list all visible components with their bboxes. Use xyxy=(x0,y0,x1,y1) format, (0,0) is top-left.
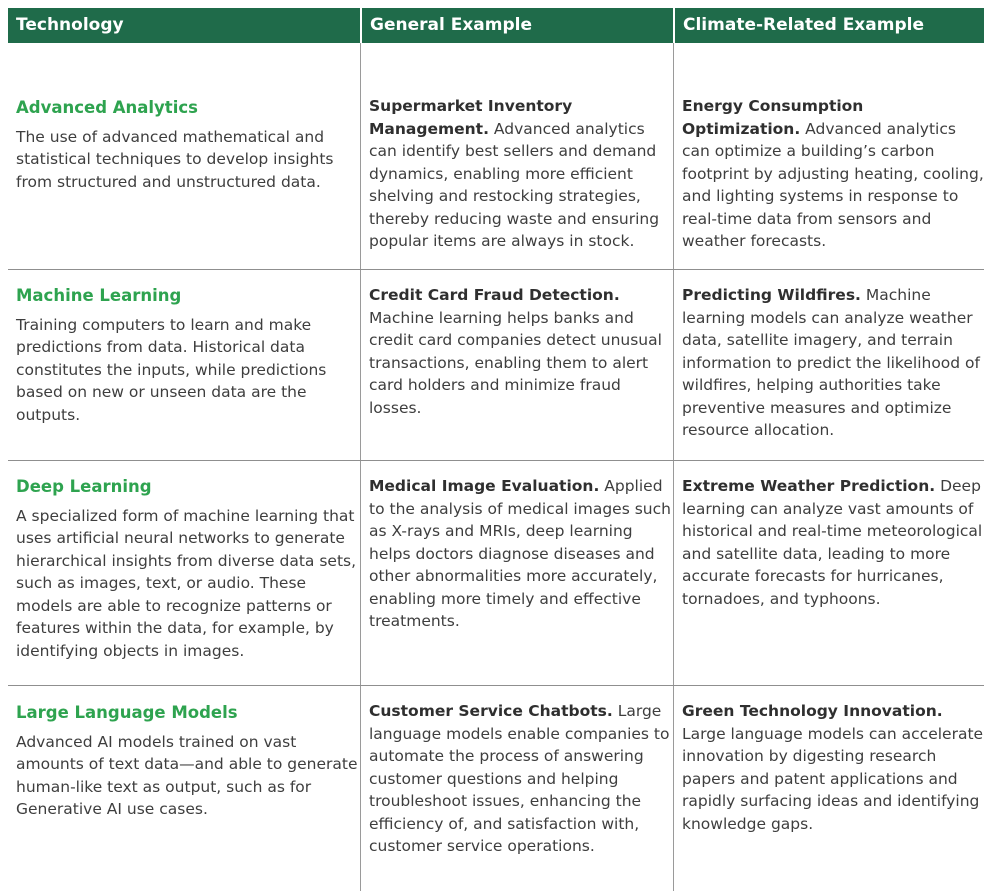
table-row xyxy=(8,43,984,269)
technology-name: Advanced Analytics xyxy=(16,98,198,117)
example-title: Medical Image Evaluation. xyxy=(369,477,600,495)
header-technology: Technology xyxy=(16,15,124,35)
example-text: Large language models can accelerate innovation by digesting research papers and patent applications and rapidly surfacing ideas and identifying knowledge gaps. xyxy=(682,724,984,833)
example-title: Credit Card Fraud Detection. xyxy=(369,286,620,304)
technology-description: Training computers to learn and make predictions from data. Historical data constitutes the inputs, while predictions based on new or unseen data are the outputs. xyxy=(16,315,327,424)
technology-cell xyxy=(8,270,360,460)
example-title: Customer Service Chatbots. xyxy=(369,702,613,720)
table-row xyxy=(8,269,984,460)
example-text: Machine learning models can analyze weather data, satellite imagery, and terrain information to predict the likelihood of wildfires, helping authorities take preventive measures and optimize resource allocation. xyxy=(682,286,980,439)
header-general-example: General Example xyxy=(360,8,673,43)
technology-name: Deep Learning xyxy=(16,477,152,496)
technology-name: Large Language Models xyxy=(16,703,238,722)
example-title: Predicting Wildfires. xyxy=(682,286,861,304)
technology-name: Machine Learning xyxy=(16,286,182,305)
example-text: Machine learning helps banks and credit card companies detect unusual transactions, enabling them to alert card holders and minimize fraud losses. xyxy=(369,308,662,417)
technology-description: Advanced AI models trained on vast amounts of text data—and able to generate human-like text as output, such as for Generative AI use cases. xyxy=(16,732,358,818)
climate-example-cell xyxy=(673,686,984,891)
technology-description: A specialized form of machine learning that uses artificial neural networks to generate hierarchical insights from diverse data sets, such as images, text, or audio. These models are able to recognize patterns or features within the data, for example, by identifying objects in images. xyxy=(16,506,357,660)
general-example-cell xyxy=(360,686,673,891)
example-text: Deep learning can analyze vast amounts of historical and real-time meteorological and satellite data, leading to more accurate forecasts for hurricanes, tornadoes, and typhoons. xyxy=(682,477,983,608)
example-text: Advanced analytics can optimize a building’s carbon footprint by adjusting heating, cooling, and lighting systems in response to real-time data from sensors and weather forecasts. xyxy=(682,119,984,250)
example-text: Large language models enable companies to automate the process of answering customer questions and helping troubleshoot issues, enhancing the efficiency of, and satisfaction with, customer service operations. xyxy=(369,702,670,855)
general-example-cell xyxy=(360,270,673,460)
technology-cell xyxy=(8,461,360,685)
general-example-cell xyxy=(360,461,673,685)
example-title: Extreme Weather Prediction. xyxy=(682,477,936,495)
table-row xyxy=(8,460,984,685)
climate-example-cell xyxy=(673,43,984,269)
example-title: Green Technology Innovation. xyxy=(682,702,943,720)
technology-cell xyxy=(8,43,360,269)
example-text: Applied to the analysis of medical images such as X-rays and MRIs, deep learning helps doctors diagnose diseases and other abnormalities more accurately, enabling more timely and effective treatments. xyxy=(369,477,671,630)
example-title: Energy Consumption Optimization. xyxy=(682,97,864,138)
technology-table xyxy=(8,8,984,891)
climate-example-cell xyxy=(673,270,984,460)
climate-example-cell xyxy=(673,461,984,685)
table-row xyxy=(8,685,984,891)
technology-description: The use of advanced mathematical and statistical techniques to develop insights from structured and unstructured data. xyxy=(16,127,334,191)
header-climate-example: Climate-Related Example xyxy=(673,8,984,43)
example-text: Advanced analytics can identify best sellers and demand dynamics, enabling more efficient shelving and restocking strategies, thereby reducing waste and ensuring popular items are always in stock. xyxy=(369,119,660,250)
general-example-cell xyxy=(360,43,673,269)
table-header xyxy=(8,8,984,43)
technology-cell xyxy=(8,686,360,891)
example-title: Supermarket Inventory Management. xyxy=(369,97,573,138)
